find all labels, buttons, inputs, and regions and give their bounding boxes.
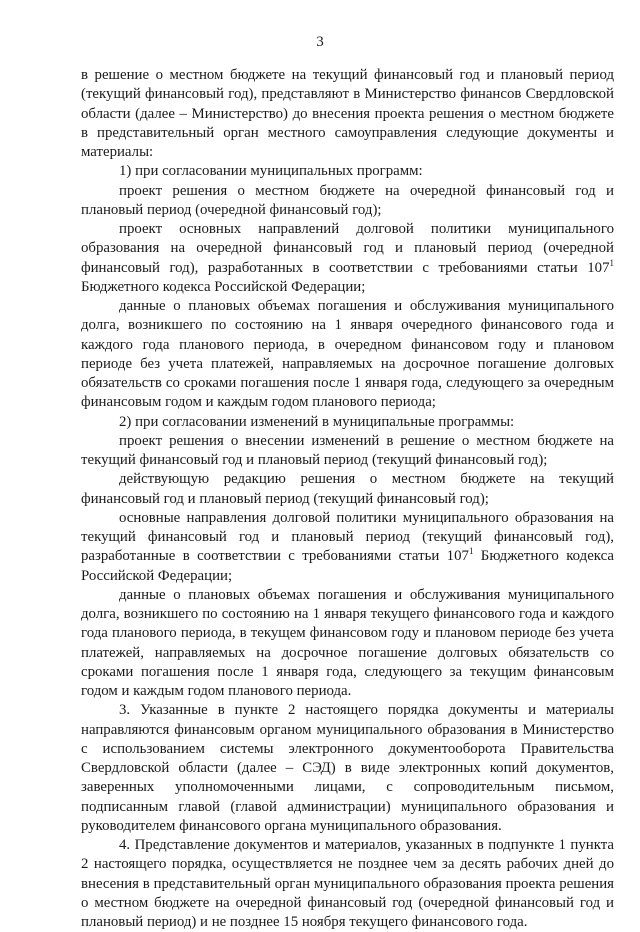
paragraph xyxy=(81,432,614,471)
paragraph-text: Бюджетного кодекса Российской Федерации; xyxy=(81,278,366,295)
paragraph-text: данные о плановых объемах погашения и обслуживания муниципального долга, возникшего по состоянию на 1 января очередного финансового года и каждого года планового периода, в очередном финансовом году и плановом периоде без учета платежей, направляемых на досрочное погашение долговых обязательств со сроками погашения после 1 января года, следующего за очередным финансовым годом и каждым годом планового периода; xyxy=(81,298,614,411)
paragraph-text: 3. Указанные в пункте 2 настоящего порядка документы и материалы направляются финансовым органом муниципального образования в Министерство с использованием системы электронного документооборота Правительства Свердловской области (далее – СЭД) в виде электронных копий документов, заверенных уполномоченными лицами, с сопроводительным письмом, подписанным главой (главой администрации) муниципального образования и руководителем финансового органа муниципального образования. xyxy=(81,702,614,834)
paragraph-text: проект решения о внесении изменений в решение о местном бюджете на текущий финансовый год и плановый период (текущий финансовый год); xyxy=(81,432,614,468)
paragraph-text: 4. Представление документов и материалов, указанных в подпункте 1 пункта 2 настоящего порядка, осуществляется не позднее чем за десять рабочих дней до внесения в представительный орган муниципального образования проекта решения о местном бюджете на очередной финансовый год (очередной финансовый год и плановый период) и не позднее 15 ноября текущего финансового года. xyxy=(81,837,614,930)
paragraph-text: данные о плановых объемах погашения и обслуживания муниципального долга, возникшего по состоянию на 1 января текущего финансового года и каждого года планового периода, в текущем финансовом году и плановом периоде без учета платежей, направляемых на досрочное погашение долговых обязательств со сроками погашения после 1 января года, следующего за текущим финансовым годом и каждым годом планового периода. xyxy=(81,586,614,699)
paragraph-text: действующую редакцию решения о местном бюджете на текущий финансовый год и плановый период (текущий финансовый год); xyxy=(81,471,614,507)
paragraph xyxy=(81,162,614,181)
superscript: 1 xyxy=(609,257,614,268)
paragraph xyxy=(81,220,614,297)
paragraph xyxy=(81,836,614,932)
paragraph xyxy=(81,509,614,586)
paragraph-text: проект решения о местном бюджете на очередной финансовый год и плановый период (очередной финансовый год); xyxy=(81,182,614,218)
paragraph xyxy=(81,470,614,509)
paragraph xyxy=(81,182,614,221)
paragraph xyxy=(81,413,614,432)
paragraph xyxy=(81,701,614,836)
document-body xyxy=(81,66,614,932)
paragraph-text: основные направления долговой политики муниципального образования на текущий финансовый год и плановый период (текущий финансовый год), разработанные в соответствии с требованиями статьи 107 xyxy=(81,509,614,565)
paragraph xyxy=(81,297,614,413)
paragraph-text: 1) при согласовании муниципальных программ: xyxy=(119,163,423,180)
paragraph-text: проект основных направлений долговой политики муниципального образования на очередной финансовый год и плановый период (очередной финансовый год), разработанных в соответствии с требованиями статьи 107 xyxy=(81,221,614,276)
page-number: 3 xyxy=(316,34,324,50)
paragraph xyxy=(81,66,614,162)
paragraph-text: в решение о местном бюджете на текущий финансовый год и плановый период (текущий финансовый год), представляют в Министерство финансов Свердловской области (далее – Министерство) до внесения проекта решения о местном бюджете в представительный орган местного самоуправления следующие документы и материалы: xyxy=(81,67,614,160)
paragraph xyxy=(81,586,614,702)
paragraph-text: Бюджетного кодекса Российской Федерации; xyxy=(81,548,614,584)
paragraph-text: 2) при согласовании изменений в муниципальные программы: xyxy=(119,413,515,430)
superscript: 1 xyxy=(468,546,474,557)
